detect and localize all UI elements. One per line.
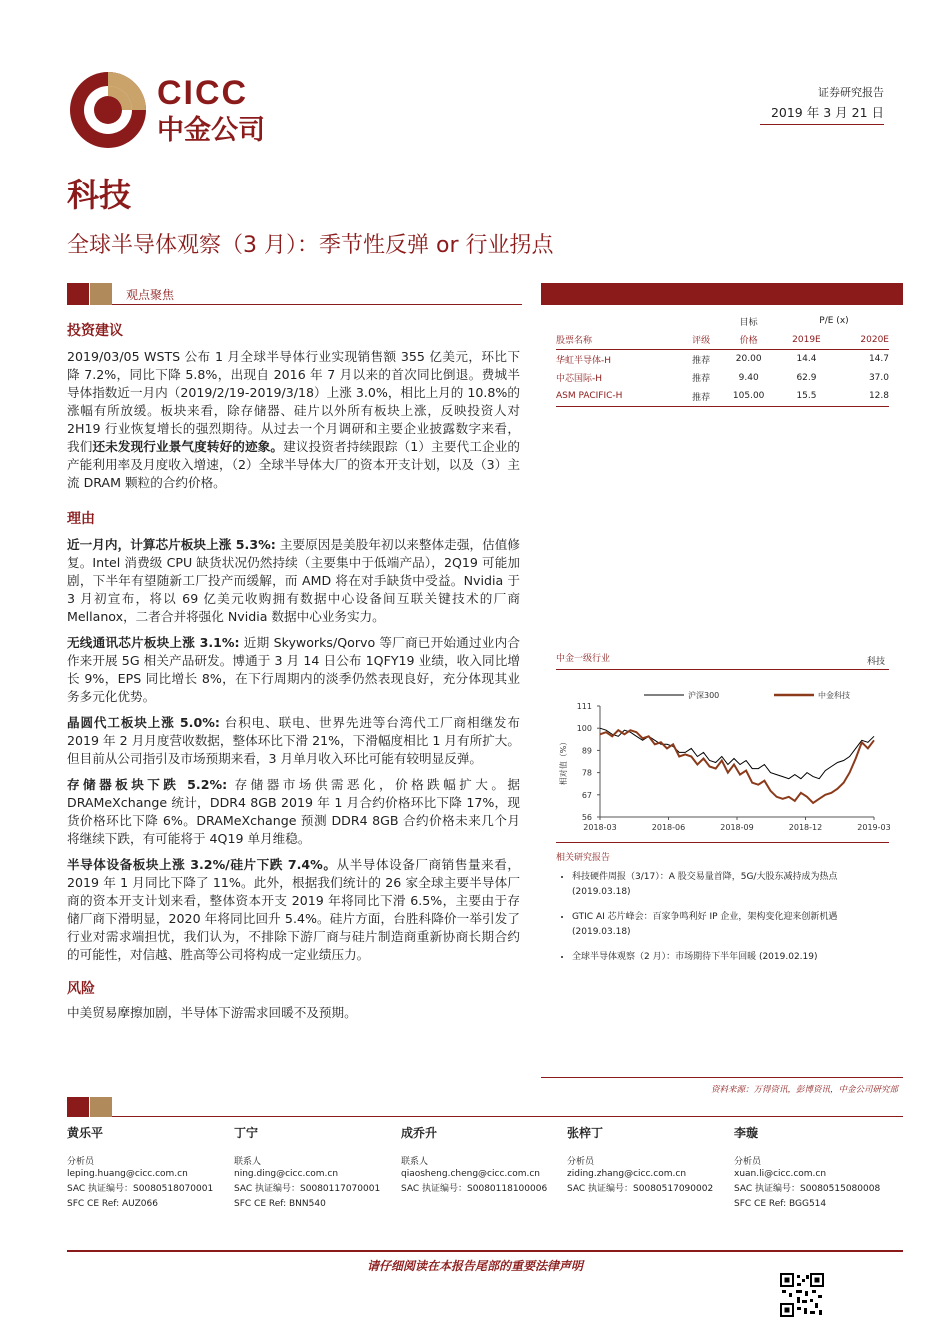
risk-heading: 风险 [67,981,95,997]
focus-rule [112,304,522,305]
valuation-table [556,312,889,407]
table-col-2019: 2019E [792,334,821,345]
analyst-block-brown [90,1097,112,1117]
reason-bold: 近一月内，计算芯片板块上涨 5.3%: [67,537,276,552]
stock-rating: 推荐 [692,374,711,385]
investment-text [67,348,520,492]
stock-name[interactable]: 中芯国际-H [556,374,603,385]
stock-pe-2019: 15.5 [796,391,817,402]
reason-item [67,776,520,848]
reason-text: 主要原因是美股年初以来整体走强，估值修复。Intel 消费级 CPU 缺货状况仍然持续（主要集中于低端产品），2Q19 可能加剧，下半年有望随新工厂投产而缓解，而 AMD 将在对手缺货中受益。Nvidia 于 3 月初宣布，将以 69 亿美元收购拥有数据中心设备间互联关键技术的厂商 Mellanox，二者合并将强化 Nvidia 数据中心业务实力。 [67,537,520,624]
reason-bold: 半导体设备板块上涨 3.2%/硅片下跌 7.4%。 [67,857,337,872]
report-type: 证券研究报告 [818,86,884,99]
analyst-card [567,1124,727,1197]
analyst-card [67,1124,227,1212]
series-line-cicc-tech [600,730,874,803]
x-tick-label: 2018-03 [583,823,617,832]
stock-price: 20.00 [735,354,762,365]
report-title: 全球半导体观察（3 月）：季节性反弹 or 行业拐点 [67,233,554,258]
analyst-sac: SAC 执证编号：S0080118100006 [401,1184,548,1194]
table-col-2020: 2020E [860,334,889,345]
reasons-heading: 理由 [67,511,95,527]
stock-pe-2020: 12.8 [868,391,889,402]
x-tick-label: 2018-06 [651,823,686,832]
reason-text: 存储器市场供需恶化，价格跌幅扩大。据 DRAMeXchange 统计，DDR4 8GB 2019 年 1 月合约价格环比下降 17%，现货价格环比下降 6%。DRAMeXchange 预测 DDR4 8GB 合约价格未来几个月将继续下跌，有可能将于 4Q19 单月维稳。 [67,777,520,846]
header-rule [760,124,884,125]
analyst-card [401,1124,561,1197]
analyst-card [734,1124,894,1212]
related-heading: 相关研究报告 [556,853,611,863]
analyst-role: 分析员 [567,1157,595,1167]
stock-price: 105.00 [732,391,765,402]
stock-rating: 推荐 [692,355,711,366]
analyst-card [234,1124,394,1212]
analyst-role: 联系人 [401,1157,429,1167]
stock-pe-2019: 62.9 [796,372,817,383]
analyst-role: 分析员 [734,1157,762,1167]
reason-item [67,634,520,706]
analyst-sac: SAC 执证编号：S0080517090002 [567,1184,714,1194]
table-row [556,350,889,369]
focus-block-brown [90,283,112,305]
risk-text: 中美贸易摩擦加剧，半导体下游需求回暖不及预期。 [67,1005,357,1020]
source-note: 资料来源：万得资讯，彭博资讯，中金公司研究部 [710,1085,898,1095]
analyst-block-red [67,1097,89,1117]
y-tick-label: 89 [581,746,592,756]
stock-pe-2020: 14.7 [868,354,889,365]
reason-text: 台积电、联电、世界先进等台湾代工厂商相继发布 2019 年 2 月月度营收数据，整体环比下滑 21%，下滑幅度相比 1 月有所扩大。但目前从公司指引及市场预期来看，3 月单月收入环比可能有较明显反弹。 [67,715,520,766]
analyst-rule [112,1116,903,1117]
reason-item [67,856,520,964]
stock-pe-2020: 37.0 [868,372,889,383]
reason-bold: 晶圆代工板块上涨 5.0%: [67,715,220,730]
reason-text: 从半导体设备厂商销售量来看，2019 年 1 月同比下降了 11%。此外，根据我们统计的 26 家全球主要半导体厂商的资本开支计划来看，整体资本开支 2019 年将同比下滑 6.5%，主要由于存储厂商下滑明显，2020 年将同比回升 5.4%。硅片方面，台胜科降价一举引发了行业对需求端担忧，我们认为，不排除下游厂商与硅片制造商重新协商长期合约的可能性，对信越、胜高等公司将构成一定业绩压力。 [67,857,521,962]
footer-disclaimer: 请仔细阅读在本报告尾部的重要法律声明 [366,1259,583,1273]
logo-text-cn: 中金公司 [157,115,265,145]
analyst-sfc: SFC CE Ref: BGG514 [734,1199,827,1209]
x-tick-label: 2019-03 [857,823,891,832]
cicc-logo [68,70,148,150]
reason-item [67,714,520,768]
analyst-sac: SAC 执证编号：S0080117070001 [234,1184,381,1194]
right-panel-bottom-rule [541,1077,903,1078]
table-row [556,369,889,388]
investment-text-bold: 还未发现行业景气度转好的迹象。 [92,439,284,454]
analyst-email[interactable]: leping.huang@cicc.com.cn [67,1169,188,1179]
investment-text-a: 2019/03/05 WSTS 公布 1 月全球半导体行业实现销售额 355 亿美元，环比下降 7.2%，同比下降 5.8%，出现自 2016 年 7 月以来的首次同比倒退。费城半导体指数近一月内（2019/2/19-2019/3/18）上涨 3.0%，相比上月的 10.8%的涨幅有所放缓。板块来看，除存储器、硅片以外所有板块上涨，反映投资人对 2H19 行业恢复增长的强烈期待。从过去一个月调研和主要企业披露数字来看，我们 [67,349,520,454]
analyst-name: 丁宁 [234,1126,259,1140]
chart-header-left: 中金一级行业 [556,654,611,664]
right-panel-top-rule [541,283,903,305]
analyst-email[interactable]: ning.ding@cicc.com.cn [234,1169,339,1179]
stock-name[interactable]: ASM PACIFIC-H [556,391,623,402]
table-col-name: 股票名称 [556,336,593,347]
analyst-name: 成乔升 [401,1126,438,1140]
stock-pe-2019: 14.4 [796,354,817,365]
analyst-role: 联系人 [234,1157,262,1167]
y-axis-label: 相对值（%） [559,737,568,786]
stock-price: 9.40 [738,372,759,383]
legend-label: 沪深300 [688,691,720,700]
y-tick-label: 56 [581,813,592,822]
related-reports [556,870,889,975]
table-head-pe: P/E (x) [819,316,849,327]
table-col-price: 价格 [739,336,758,347]
footer-rule [67,1250,903,1252]
x-tick-label: 2018-12 [788,823,823,832]
table-row [556,387,889,406]
analyst-name: 张梓丁 [567,1126,604,1140]
reason-bold: 无线通讯芯片板块上涨 3.1%: [67,635,240,650]
analyst-email[interactable]: xuan.li@cicc.com.cn [734,1169,827,1179]
table-head-target: 目标 [739,317,758,328]
cicc-logo-mark-icon [68,70,148,150]
reasons-list [67,536,520,964]
analyst-sfc: SFC CE Ref: AUZ066 [67,1199,158,1209]
y-tick-label: 100 [576,724,592,734]
related-report-item[interactable]: • 科技硬件周报（3/17）：A 股交易量首降，5G/大股东减持成为热点 (2019.03.18) [572,870,889,900]
report-date: 2019 年 3 月 21 日 [770,105,884,120]
chart-header-rule [556,669,889,670]
reason-bold: 存储器板块下跌 5.2%: [67,777,228,792]
analyst-sfc: SFC CE Ref: BNN540 [234,1199,326,1209]
analyst-role: 分析员 [67,1157,95,1167]
stock-rating: 推荐 [692,392,711,403]
analyst-name: 李璇 [734,1126,759,1140]
legend-label: 中金科技 [818,691,850,700]
left-column [67,320,520,1022]
x-tick-label: 2018-09 [720,823,754,832]
qr-code-icon [780,1273,824,1317]
reason-item [67,536,520,626]
y-tick-label: 78 [581,768,592,778]
analyst-email[interactable]: qiaosheng.cheng@cicc.com.cn [401,1169,540,1179]
focus-label: 观点聚焦 [126,288,175,302]
analyst-sac: SAC 执证编号：S0080515080008 [734,1184,881,1194]
related-report-item[interactable]: • GTIC AI 芯片峰会：百家争鸣利好 IP 企业，架构变化迎来创新机遇 (2019.03.18) [572,910,889,940]
analyst-sac: SAC 执证编号：S0080518070001 [67,1184,214,1194]
analyst-email[interactable]: ziding.zhang@cicc.com.cn [567,1169,687,1179]
performance-chart [556,680,896,840]
focus-block-red [67,283,89,305]
investment-heading: 投资建议 [67,323,123,339]
sector-title: 科技 [67,176,132,214]
stock-name[interactable]: 华虹半导体-H [556,355,612,366]
chart-bottom-rule [556,842,889,843]
reason-text: 近期 Skyworks/Qorvo 等厂商已开始通过业内合作来开展 5G 相关产品研发。博通于 3 月 14 日公布 1QFY19 业绩，收入同比增长 9%，EPS 同比增长 8%，在下行周期内的淡季仍然表现良好，充分体现其业务多元化优势。 [67,635,520,704]
y-tick-label: 67 [581,790,592,800]
related-report-item[interactable]: • 全球半导体观察（2 月）：市场期待下半年回暖 (2019.02.19) [572,950,889,965]
chart-header-right: 科技 [867,657,886,667]
investment-text-b: 建议投资者持续跟踪（1）主要代工企业的产能利用率及月度收入增速，（2）全球半导体大厂的资本开支计划，以及（3）主流 DRAM 颗粒的合约价格。 [67,439,521,490]
logo-text-en: CICC [157,74,249,112]
table-col-rating: 评级 [692,336,711,347]
y-tick-label: 111 [576,702,592,711]
analyst-name: 黄乐平 [67,1126,104,1140]
